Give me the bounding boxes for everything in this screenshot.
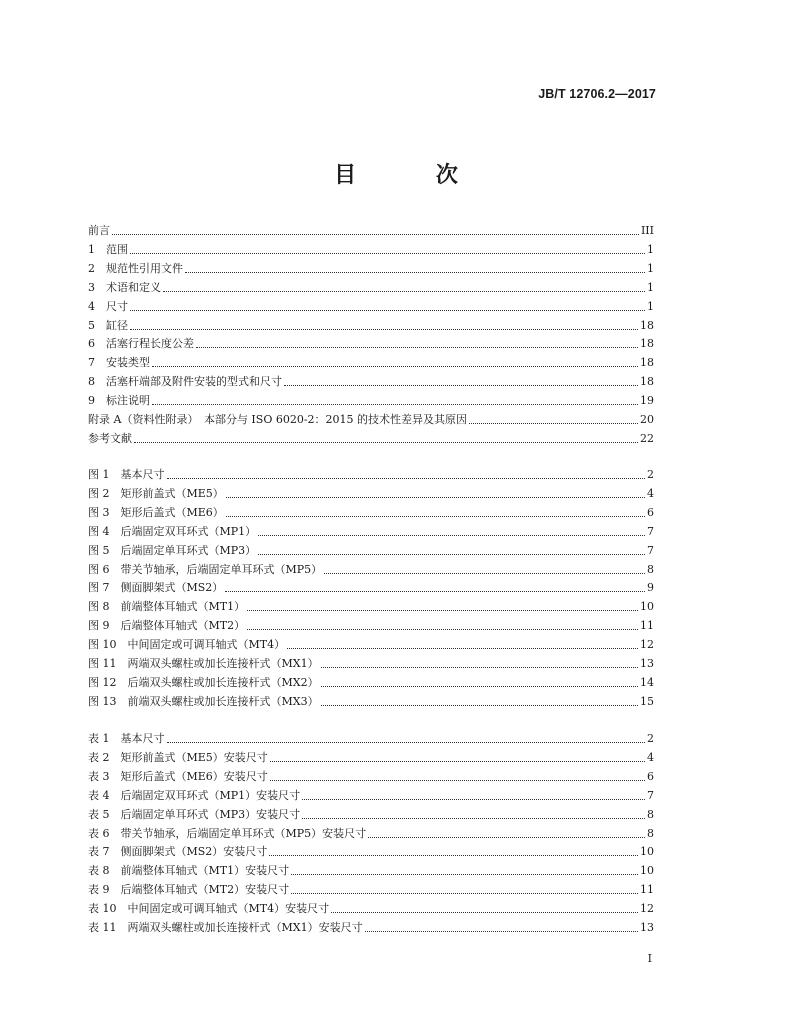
- toc-entry-page-number: 12: [640, 902, 654, 916]
- toc-figure-entry[interactable]: [88, 577, 654, 595]
- toc-table-entry[interactable]: [88, 804, 654, 822]
- standard-code: JB/T 12706.2—2017: [538, 87, 656, 101]
- dot-leader: [291, 873, 638, 875]
- toc-entry-page-number: 19: [640, 394, 654, 408]
- toc-entry-label: 图 7 侧面脚架式（MS2）: [88, 581, 224, 595]
- toc-section-entry[interactable]: [88, 296, 654, 314]
- toc-entry-label: 图 11 两端双头螺柱或加长连接杆式（MX1）: [88, 657, 319, 670]
- toc-entry-label: 图 5 后端固定单耳环式（MP3）: [88, 543, 257, 557]
- toc-entry-page-number: 7: [647, 524, 654, 538]
- toc-entry-page-number: 4: [647, 486, 654, 500]
- toc-entry-page-number: 10: [640, 864, 654, 878]
- toc-entry-page-number: III: [640, 224, 654, 237]
- toc-entry-label: 图 9 后端整体耳轴式（MT2）: [88, 619, 246, 633]
- toc-entry-page-number: 8: [647, 807, 654, 821]
- toc-entry-page-number: 18: [640, 318, 654, 332]
- toc-entry-label: 3 术语和定义: [88, 280, 161, 294]
- dot-leader: [365, 930, 638, 932]
- dot-leader: [269, 854, 638, 856]
- dot-leader: [167, 477, 646, 479]
- dot-leader: [134, 441, 638, 443]
- toc-figure-entry[interactable]: [88, 615, 654, 633]
- toc-entry-page-number: 18: [640, 356, 654, 370]
- toc-entry-label: 8 活塞杆端部及附件安装的型式和尺寸: [88, 375, 282, 389]
- toc-entry-label: 图 13 前端双头螺柱或加长连接杆式（MX3）: [88, 694, 319, 708]
- toc-table-entry[interactable]: [88, 898, 654, 916]
- toc-table-entry[interactable]: [88, 823, 654, 841]
- dot-leader: [469, 422, 638, 424]
- toc-table-entry[interactable]: [88, 860, 654, 878]
- toc-entry-label: 表 4 后端固定双耳环式（MP1）安装尺寸: [88, 788, 301, 802]
- toc-figure-entry[interactable]: [88, 691, 654, 709]
- toc-entry-label: 表 5 后端固定单耳环式（MP3）安装尺寸: [88, 807, 301, 821]
- toc-entry-label: 图 8 前端整体耳轴式（MT1）: [88, 600, 246, 614]
- toc-entry-label: 9 标注说明: [88, 394, 150, 408]
- dot-leader: [247, 609, 638, 611]
- toc-entry-label: 2 规范性引用文件: [88, 261, 183, 275]
- dot-leader: [185, 271, 645, 273]
- dot-leader: [324, 572, 645, 574]
- toc-entry-label: 6 活塞行程长度公差: [88, 337, 194, 351]
- dot-leader: [152, 365, 638, 367]
- toc-entry-page-number: 11: [640, 883, 654, 897]
- toc-entry-label: 图 12 后端双头螺柱或加长连接杆式（MX2）: [88, 675, 319, 689]
- toc-entry-page-number: 10: [640, 845, 654, 859]
- dot-leader: [302, 798, 645, 800]
- dot-leader: [287, 647, 638, 649]
- toc-entry-label: 表 1 基本尺寸: [88, 732, 165, 745]
- toc-figure-entry[interactable]: [88, 502, 654, 520]
- dot-leader: [226, 515, 645, 517]
- toc-entry-page-number: 8: [647, 826, 654, 840]
- toc-entry-label: 图 10 中间固定或可调耳轴式（MT4）: [88, 638, 286, 652]
- toc-table-entry[interactable]: [88, 841, 654, 859]
- toc-figure-entry[interactable]: [88, 483, 654, 501]
- toc-entry-label: 表 11 两端双头螺柱或加长连接杆式（MX1）安装尺寸: [88, 921, 363, 934]
- dot-leader: [225, 590, 645, 592]
- dot-leader: [152, 403, 638, 405]
- toc-entry-page-number: 2: [647, 468, 654, 481]
- toc-section-entry[interactable]: [88, 371, 654, 389]
- toc-entry-page-number: 4: [647, 750, 654, 764]
- toc-entry-label: 表 6 带关节轴承，后端固定单耳环式（MP5）安装尺寸: [88, 826, 367, 840]
- dot-leader: [112, 233, 639, 235]
- toc-figure-entry[interactable]: [88, 596, 654, 614]
- toc-figure-entry[interactable]: [88, 672, 654, 690]
- toc-entry-page-number: 20: [640, 413, 654, 426]
- toc-entry-page-number: 10: [640, 600, 654, 614]
- toc-entry-page-number: 2: [647, 732, 654, 745]
- toc-section-entry[interactable]: [88, 333, 654, 351]
- toc-entry-page-number: 8: [647, 562, 654, 576]
- toc-entry-page-number: 1: [647, 280, 654, 294]
- toc-entry-page-number: 18: [640, 375, 654, 389]
- dot-leader: [258, 534, 645, 536]
- toc-entry-label: 表 9 后端整体耳轴式（MT2）安装尺寸: [88, 883, 290, 897]
- toc-section-entry[interactable]: [88, 258, 654, 276]
- dot-leader: [270, 779, 645, 781]
- dot-leader: [270, 760, 645, 762]
- toc-entry-page-number: 1: [647, 299, 654, 313]
- dot-leader: [196, 346, 638, 348]
- toc-entry-page-number: 7: [647, 788, 654, 802]
- toc-entry-page-number: 1: [647, 261, 654, 275]
- dot-leader: [130, 309, 645, 311]
- toc-figure-entry[interactable]: [88, 559, 654, 577]
- toc-table-entry[interactable]: [88, 917, 654, 935]
- toc-entry-page-number: 7: [647, 543, 654, 557]
- dot-leader: [258, 553, 645, 555]
- toc-entry-label: 图 3 矩形后盖式（ME6）: [88, 505, 224, 519]
- toc-section-entry[interactable]: [88, 315, 654, 333]
- toc-section-entry[interactable]: [88, 277, 654, 295]
- toc-entry-page-number: 14: [640, 675, 654, 689]
- toc-figure-entry[interactable]: [88, 521, 654, 539]
- dot-leader: [163, 290, 645, 292]
- toc-table-entry[interactable]: [88, 785, 654, 803]
- toc-table-entry[interactable]: [88, 879, 654, 897]
- toc-entry-label: 图 2 矩形前盖式（ME5）: [88, 486, 224, 500]
- toc-entry-page-number: 13: [640, 921, 654, 934]
- toc-figure-entry[interactable]: [88, 540, 654, 558]
- toc-figure-entry[interactable]: [88, 464, 654, 482]
- toc-entry-label: 表 3 矩形后盖式（ME6）安装尺寸: [88, 769, 268, 783]
- toc-section-entry[interactable]: [88, 239, 654, 257]
- dot-leader: [130, 328, 638, 330]
- dot-leader: [321, 685, 638, 687]
- toc-table-entry[interactable]: [88, 728, 654, 746]
- toc-section-entry[interactable]: [88, 428, 654, 446]
- dot-leader: [302, 817, 645, 819]
- toc-entry-page-number: 9: [647, 581, 654, 595]
- toc-figure-entry[interactable]: [88, 653, 654, 671]
- toc-entry-label: 图 4 后端固定双耳环式（MP1）: [88, 524, 257, 538]
- dot-leader: [331, 911, 638, 913]
- toc-entry-label: 参考文献: [88, 431, 132, 445]
- dot-leader: [247, 628, 638, 630]
- toc-entry-page-number: 6: [647, 505, 654, 519]
- dot-leader: [368, 836, 645, 838]
- toc-section-entry[interactable]: [88, 352, 654, 370]
- dot-leader: [284, 384, 638, 386]
- toc-entry-page-number: 15: [640, 694, 654, 708]
- toc-figure-entry[interactable]: [88, 634, 654, 652]
- toc-entry-label: 4 尺寸: [88, 299, 128, 313]
- toc-entry-label: 表 10 中间固定或可调耳轴式（MT4）安装尺寸: [88, 902, 330, 916]
- toc-entry-label: 前言: [88, 224, 110, 237]
- toc-entry-label: 图 1 基本尺寸: [88, 468, 165, 481]
- toc-entry-label: 图 6 带关节轴承，后端固定单耳环式（MP5）: [88, 562, 323, 576]
- toc-section-entry[interactable]: [88, 409, 654, 427]
- toc-section-entry[interactable]: [88, 220, 654, 238]
- toc-entry-page-number: 6: [647, 769, 654, 783]
- dot-leader: [130, 252, 645, 254]
- dot-leader: [226, 496, 645, 498]
- toc-entry-label: 表 2 矩形前盖式（ME5）安装尺寸: [88, 750, 268, 764]
- toc-entry-label: 附录 A（资料性附录） 本部分与 ISO 6020-2：2015 的技术性差异及其原因: [88, 413, 468, 426]
- page-title: 目 次: [334, 162, 494, 188]
- toc-entry-label: 表 7 侧面脚架式（MS2）安装尺寸: [88, 845, 268, 859]
- footer-page-number: I: [647, 952, 652, 965]
- toc-table-entry[interactable]: [88, 747, 654, 765]
- toc-section-entry[interactable]: [88, 390, 654, 408]
- toc-entry-page-number: 12: [640, 638, 654, 652]
- toc-entry-label: 表 8 前端整体耳轴式（MT1）安装尺寸: [88, 864, 290, 878]
- toc-entry-page-number: 1: [647, 242, 654, 256]
- toc-entry-label: 1 范围: [88, 242, 128, 256]
- toc-entry-page-number: 13: [640, 657, 654, 670]
- dot-leader: [321, 704, 638, 706]
- dot-leader: [291, 892, 638, 894]
- dot-leader: [321, 666, 638, 668]
- toc-entry-page-number: 22: [640, 431, 654, 445]
- toc-entry-page-number: 11: [640, 619, 654, 633]
- dot-leader: [167, 741, 646, 743]
- toc-table-entry[interactable]: [88, 766, 654, 784]
- toc-entry-label: 7 安装类型: [88, 356, 150, 370]
- toc-entry-label: 5 缸径: [88, 318, 128, 332]
- toc-entry-page-number: 18: [640, 337, 654, 351]
